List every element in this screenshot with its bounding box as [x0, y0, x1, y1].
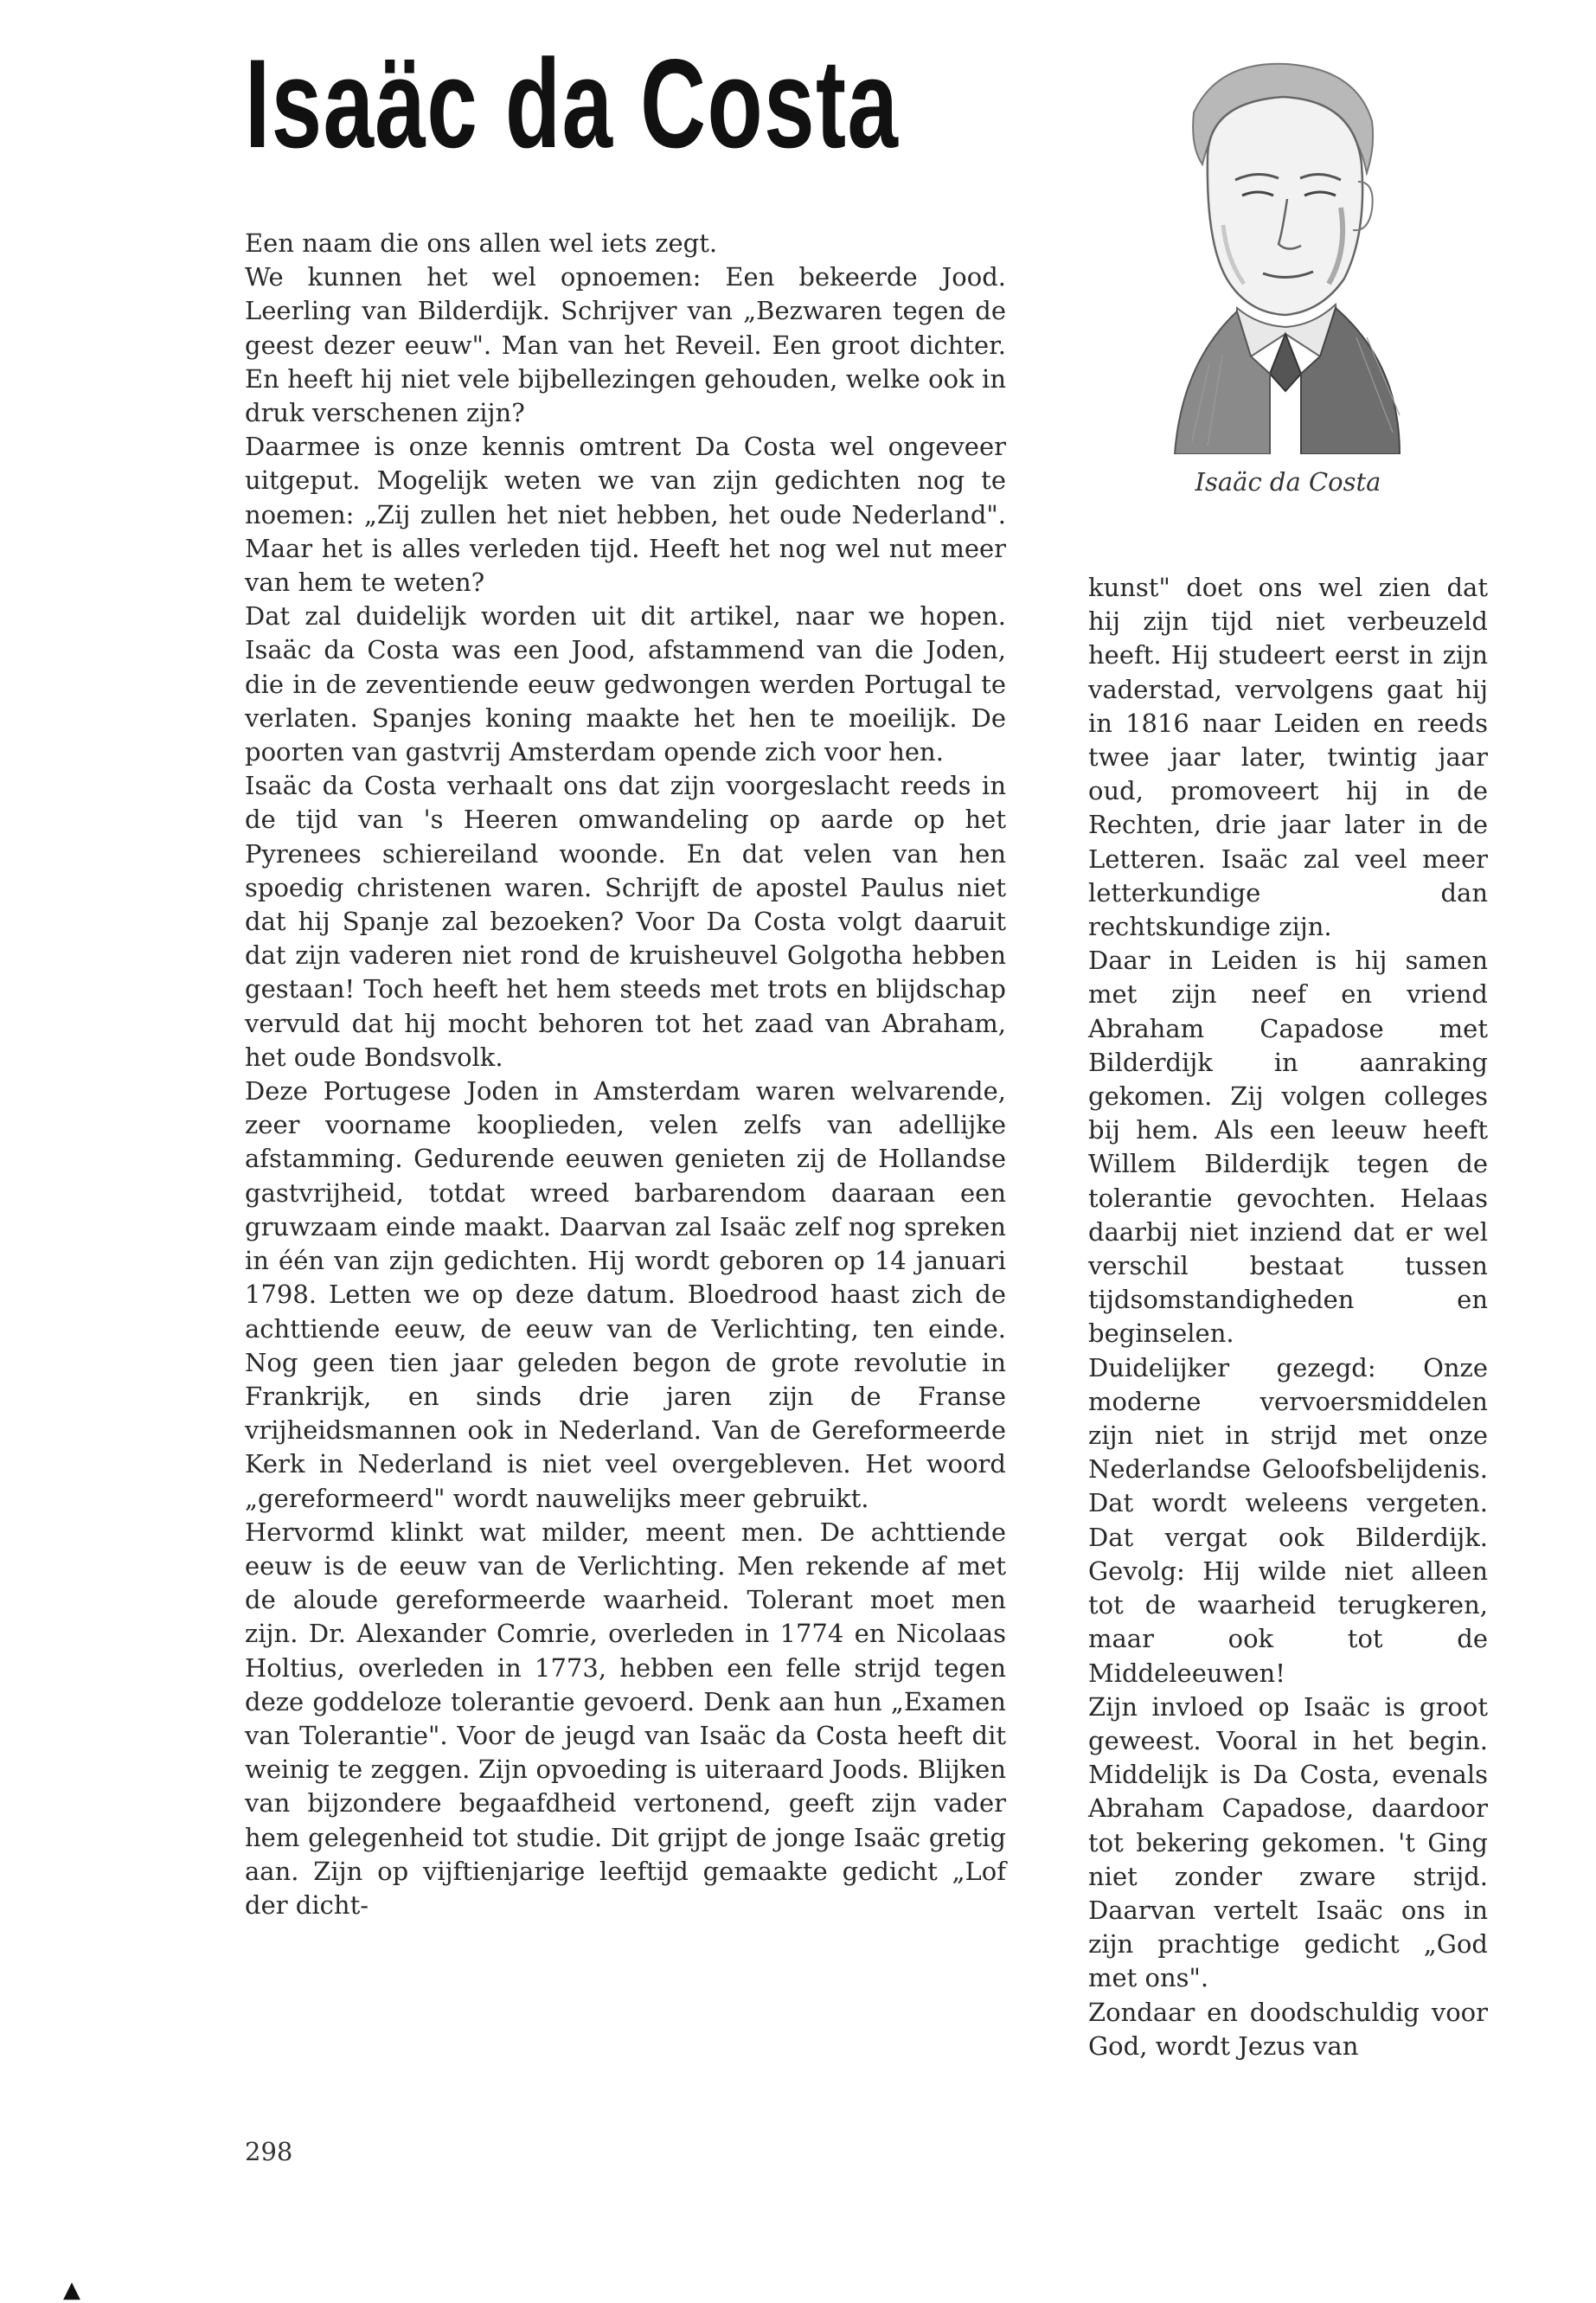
- page-number: 298: [245, 2137, 293, 2166]
- paragraph: Deze Portugese Joden in Amsterdam waren welvarende, zeer voorname kooplieden, velen zelfs van adellijke afstamming. Gedurende eeuwen genieten zij de Hollandse gastvrijheid, totdat wreed barbarendom daaraan een gruwzaam einde maakt. Daarvan zal Isaäc zelf nog spreken in één van zijn gedichten. Hij wordt geboren op 14 januari 1798. Letten we op deze datum. Bloedrood haast zich de achttiende eeuw, de eeuw van de Verlichting, ten einde. Nog geen tien jaar geleden begon de grote revolutie in Frankrijk, en sinds drie jaren zijn de Franse vrijheidsmannen ook in Nederland. Van de Gereformeerde Kerk in Nederland is niet veel overgebleven. Het woord „gereformeerd" wordt nauwelijks meer gebruikt.: [245, 1076, 1006, 1513]
- paragraph: kunst" doet ons wel zien dat hij zijn tijd niet verbeuzeld heeft. Hij studeert eerst in zijn vaderstad, vervolgens gaat hij in 1816 naar Leiden en reeds twee jaar later, twintig jaar oud, promoveert hij in de Rechten, drie jaar later in de Letteren. Isaäc zal veel meer letterkundige dan rechtskundige zijn.: [1088, 573, 1488, 942]
- paragraph: Duidelijker gezegd: Onze moderne vervoersmiddelen zijn niet in strijd met onze Nederlandse Geloofsbelijdenis. Dat wordt weleens vergeten. Dat vergat ook Bilderdijk. Gevolg: Hij wilde niet alleen tot de waarheid terugkeren, maar ook tot de Middeleeuwen!: [1088, 1352, 1488, 1688]
- margin-mark: ▲: [63, 2277, 80, 2303]
- paragraph: Een naam die ons allen wel iets zegt.: [245, 228, 718, 258]
- paragraph: Daar in Leiden is hij samen met zijn neef en vriend Abraham Capadose met Bilderdijk in aanraking gekomen. Zij volgen colleges bij hem. Als een leeuw heeft Willem Bilderdijk tegen de tolerantie gevochten. Helaas daarbij niet inziend dat er wel verschil bestaat tussen tijdsomstandigheden en beginselen.: [1088, 946, 1488, 1349]
- paragraph: Zondaar en doodschuldig voor God, wordt Jezus van: [1088, 1997, 1488, 2061]
- portrait-illustration: [1140, 52, 1417, 454]
- paragraph: Dat zal duidelijk worden uit dit artikel, naar we hopen. Isaäc da Costa was een Jood, afstammend van die Joden, die in de zeventiende eeuw gedwongen werden Portugal te verlaten. Spanjes koning maakte het hen te moeilijk. De poorten van gastvrij Amsterdam opende zich voor hen.: [245, 601, 1006, 767]
- paragraph: Zijn invloed op Isaäc is groot geweest. Vooral in het begin. Middelijk is Da Costa, evenals Abraham Capadose, daardoor tot bekering gekomen. 't Ging niet zonder zware strijd. Daarvan vertelt Isaäc ons in zijn prachtige gedicht „God met ons".: [1088, 1691, 1488, 1993]
- portrait-caption: Isaäc da Costa: [1195, 467, 1381, 497]
- paragraph: Hervormd klinkt wat milder, meent men. De achttiende eeuw is de eeuw van de Verlichting. Men rekende af met de aloude gereformeerde waarheid. Tolerant moet men zijn. Dr. Alexander Comrie, overleden in 1774 en Nicolaas Holtius, overleden in 1773, hebben een felle strijd tegen deze goddeloze tolerantie gevoerd. Denk aan hun „Examen van Tolerantie". Voor de jeugd van Isaäc da Costa heeft dit weinig te zeggen. Zijn opvoeding is uiteraard Joods. Blijken van bijzondere begaafdheid vertonend, geeft zijn vader hem gelegenheid tot studie. Dit grijpt de jonge Isaäc gretig aan. Zijn op vijftienjarige leeftijd gemaakte gedicht „Lof der dicht-: [245, 1517, 1006, 1920]
- paragraph: Isaäc da Costa verhaalt ons dat zijn voorgeslacht reeds in de tijd van 's Heeren omwandeling op aarde op het Pyrenees schiereiland woonde. En dat velen van hen spoedig christenen waren. Schrijft de apostel Paulus niet dat hij Spanje zal bezoeken? Voor Da Costa volgt daaruit dat zijn vaderen niet rond de kruisheuvel Golgotha hebben gestaan! Toch heeft het hem steeds met trots en blijdschap vervuld dat hij mocht behoren tot het zaad van Abraham, het oude Bondsvolk.: [245, 771, 1006, 1072]
- left-column: [245, 227, 1006, 1922]
- paragraph: We kunnen het wel opnoemen: Een bekeerde Jood. Leerling van Bilderdijk. Schrijver van „Bezwaren tegen de geest dezer eeuw". Man van het Reveil. Een groot dichter. En heeft hij niet vele bijbellezingen gehouden, welke ook in druk verschenen zijn?: [245, 262, 1006, 428]
- paragraph: Daarmee is onze kennis omtrent Da Costa wel ongeveer uitgeput. Mogelijk weten we van zijn gedichten nog te noemen: „Zij zullen het niet hebben, het oude Nederland". Maar het is alles verleden tijd. Heeft het nog wel nut meer van hem te weten?: [245, 432, 1006, 598]
- right-column: [1088, 571, 1488, 2063]
- article-title: Isaäc da Costa: [245, 33, 900, 174]
